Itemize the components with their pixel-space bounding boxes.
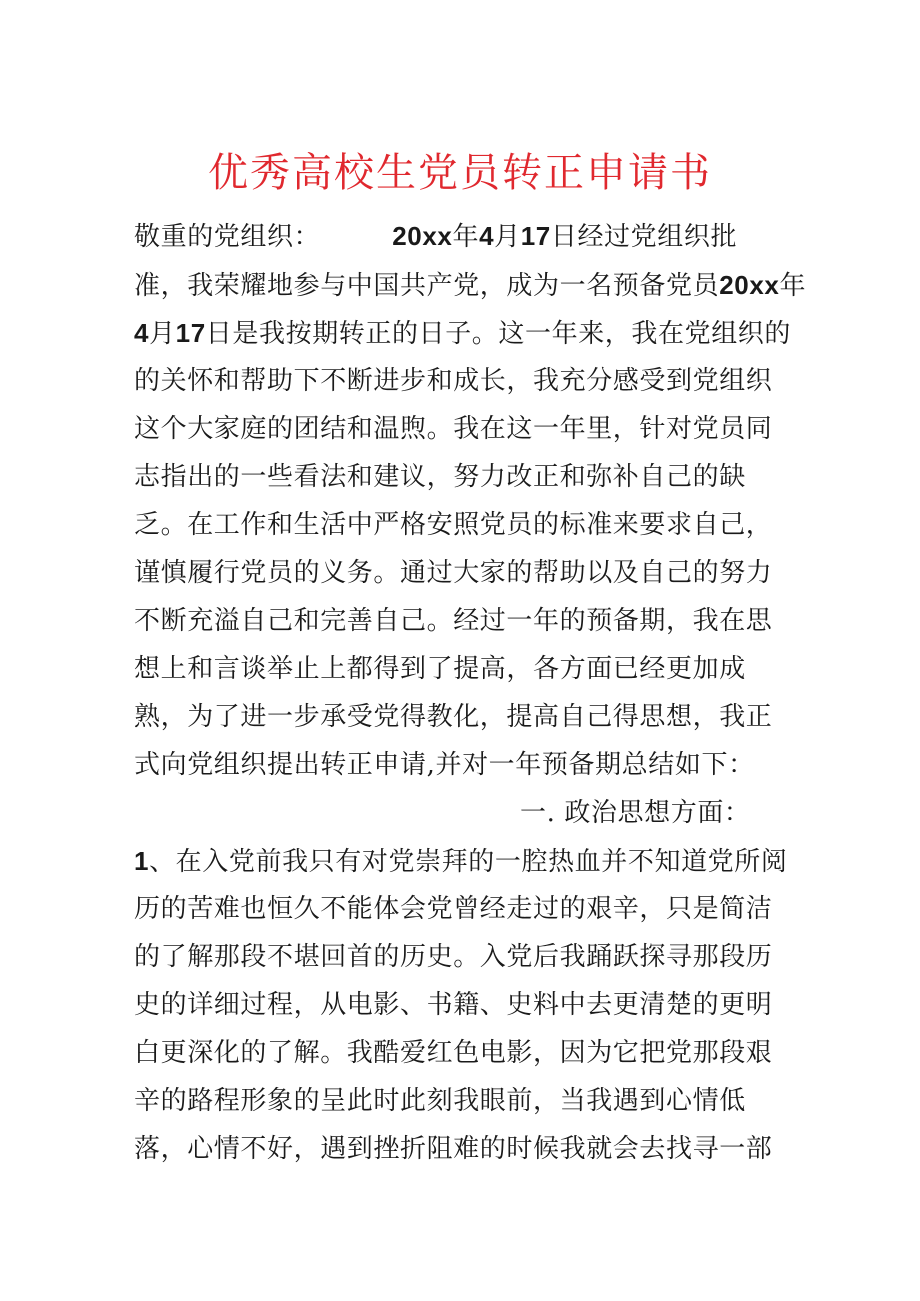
date-month-1: 4: [479, 221, 495, 251]
text-line-3: [134, 310, 791, 356]
month-char-3: 月: [149, 319, 176, 349]
date-month-3: 4: [134, 318, 150, 348]
item1-line-4: 史的详细过程，从电影、书籍、史料中去更清楚的更明: [134, 990, 773, 1020]
item1-line-6: 辛的路程形象的呈此时此刻我眼前，当我遇到心情低: [134, 1086, 746, 1116]
item1-line-2: 历的苦难也恒久不能体会党曾经走过的艰辛，只是简洁: [134, 894, 773, 924]
text-line-1: [134, 213, 737, 259]
text-line-6: 志指出的一些看法和建议，努力改正和弥补自己的缺: [134, 462, 746, 492]
item-number: 1: [134, 846, 150, 876]
salutation: 敬重的党组织：: [134, 222, 321, 252]
month-char-1: 月: [494, 222, 521, 252]
line3-rest: 日是我按期转正的日子。这一年来，我在党组织的: [205, 319, 791, 349]
item1-line-5: 白更深化的了解。我酷爱红色电影，因为它把党那段艰: [134, 1038, 773, 1068]
text-line-4: 的关怀和帮助下不断进步和成长，我充分感受到党组织: [134, 366, 773, 396]
text-line-9: 不断充溢自己和完善自己。经过一年的预备期，我在思: [134, 606, 773, 636]
year-char-2: 年: [779, 271, 807, 301]
document-title: 优秀高校生党员转正申请书: [208, 150, 712, 196]
text-line-2: [134, 262, 806, 308]
text-line-10: 想上和言谈举止上都得到了提高，各方面已经更加成: [134, 654, 746, 684]
item1-line-7: 落，心情不好，遇到挫折阻难的时候我就会去找寻一部: [134, 1134, 773, 1164]
line1-rest: 日经过党组织批: [550, 222, 738, 252]
line2-text: 准，我荣耀地参与中国共产党，成为一名预备党员: [134, 271, 720, 301]
section-heading: 一. 政治思想方面：: [520, 798, 751, 828]
date-day-3: 17: [175, 318, 206, 348]
date-year-2: 20xx: [719, 270, 780, 300]
date-day-1: 17: [520, 221, 551, 251]
text-line-5: 这个大家庭的团结和温煦。我在这一年里，针对党员同: [134, 414, 773, 444]
date-year-1: 20xx: [392, 221, 453, 251]
item1-line-3: 的了解那段不堪回首的历史。入党后我踊跃探寻那段历: [134, 942, 773, 972]
text-line-8: 谨慎履行党员的义务。通过大家的帮助以及自己的努力: [134, 558, 773, 588]
item1-line1-text: 、在入党前我只有对党崇拜的一腔热血并不知道党所阅: [149, 847, 788, 877]
item1-line-1: [134, 838, 787, 884]
text-line-12: 式向党组织提出转正申请,并对一年预备期总结如下：: [134, 750, 755, 780]
text-line-7: 乏。在工作和生活中严格安照党员的标准来要求自己，: [134, 510, 773, 540]
year-char-1: 年: [452, 222, 480, 252]
text-line-11: 熟，为了进一步承受党得教化，提高自己得思想，我正: [134, 702, 773, 732]
